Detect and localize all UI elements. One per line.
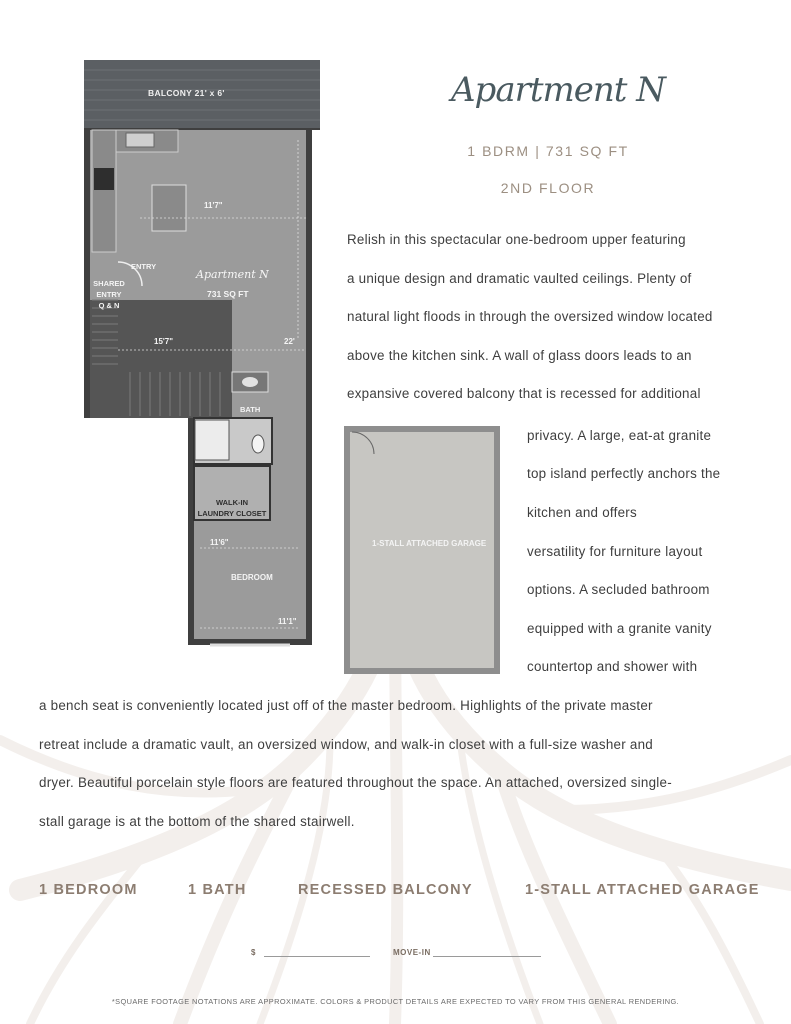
description-line: retreat include a dramatic vault, an oversized window, and walk-in closet with a full-size washer and — [39, 737, 653, 752]
laundry-line-2: LAUNDRY CLOSET — [197, 509, 267, 518]
shower — [195, 420, 229, 460]
bath-label: BATH — [240, 405, 261, 414]
description-line: stall garage is at the bottom of the shared stairwell. — [39, 814, 355, 829]
feature-balcony: RECESSED BALCONY — [298, 882, 473, 898]
kitchen-counter-side — [92, 130, 116, 252]
laundry-label — [192, 497, 272, 519]
description-line: kitchen and offers — [527, 505, 637, 520]
dim-bedroom-length: 11'6" — [210, 538, 229, 547]
laundry-line-1: WALK-IN — [215, 498, 249, 507]
description-line: privacy. A large, eat-at granite — [527, 428, 712, 443]
shared-entry-line-3: Q & N — [98, 301, 120, 310]
dim-living-length: 15'7" — [154, 337, 174, 346]
kitchen-island — [152, 185, 186, 231]
description-line: versatility for furniture layout — [527, 544, 703, 559]
floor-level: 2ND FLOOR — [500, 180, 596, 196]
description-line: options. A secluded bathroom — [527, 582, 710, 597]
unit-name-label: Apartment N — [196, 268, 269, 281]
garage-label: 1-STALL ATTACHED GARAGE — [372, 539, 487, 548]
description-line: expansive covered balcony that is recessed for additional — [347, 386, 701, 401]
description-line: Relish in this spectacular one-bedroom upper featuring — [347, 232, 686, 247]
movein-field[interactable] — [433, 956, 541, 957]
shared-entry-line-2: ENTRY — [96, 290, 122, 299]
unit-sqft-label: 731 SQ FT — [207, 289, 249, 299]
dim-living-width: 11'7" — [204, 201, 223, 210]
feature-bath: 1 BATH — [188, 882, 247, 898]
bedroom-label: BEDROOM — [231, 573, 273, 582]
page-title: Apartment N — [451, 70, 665, 110]
shared-entry-line-1: SHARED — [93, 279, 125, 288]
balcony-label: BALCONY 21' x 6' — [148, 88, 225, 98]
description-line: dryer. Beautiful porcelain style floors are featured throughout the space. An attached, oversized single- — [39, 775, 672, 790]
feature-garage: 1-STALL ATTACHED GARAGE — [525, 882, 760, 898]
feature-bedroom: 1 BEDROOM — [39, 882, 138, 898]
stairwell — [90, 300, 232, 418]
description-line: a bench seat is conveniently located just off of the master bedroom. Highlights of the private master — [39, 698, 653, 713]
description-line: equipped with a granite vanity — [527, 621, 712, 636]
unit-specs: 1 BDRM | 731 SQ FT — [467, 143, 629, 159]
description-line: a unique design and dramatic vaulted ceilings. Plenty of — [347, 271, 692, 286]
price-label: $ — [251, 948, 256, 957]
toilet — [252, 435, 264, 453]
description-line: top island perfectly anchors the — [527, 466, 721, 481]
dim-ceiling: 22' — [284, 337, 295, 346]
dim-bedroom-width: 11'1" — [278, 617, 297, 626]
range — [94, 168, 114, 190]
kitchen-sink — [126, 133, 154, 147]
entry-label: ENTRY — [131, 262, 157, 271]
footnote: *SQUARE FOOTAGE NOTATIONS ARE APPROXIMATE. COLORS & PRODUCT DETAILS ARE EXPECTED TO VARY FROM THIS GENERAL RENDERING. — [111, 997, 680, 1006]
movein-label: MOVE-IN — [393, 948, 431, 957]
shared-entry-label — [90, 278, 128, 311]
description-line: natural light floods in through the oversized window located — [347, 309, 713, 324]
description-line: countertop and shower with — [527, 659, 698, 674]
description-line: above the kitchen sink. A wall of glass doors leads to an — [347, 348, 692, 363]
price-field[interactable] — [264, 956, 370, 957]
